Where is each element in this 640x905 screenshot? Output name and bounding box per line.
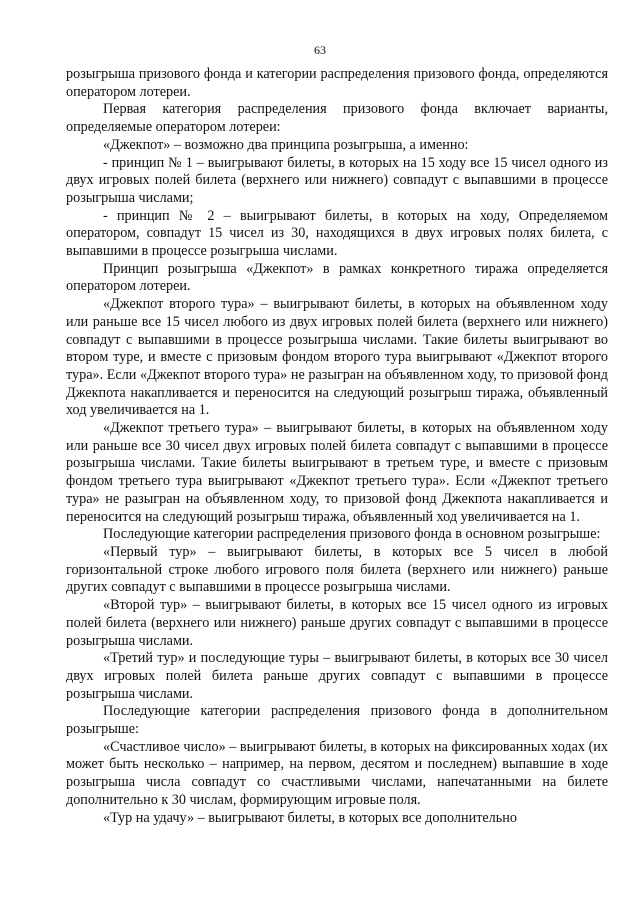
paragraph-second-round: «Второй тур» – выигрывают билеты, в которых все 15 чисел одного из игровых полей билета (верхнего или нижнего) раньше других совпадут с выпавшими в процессе розыгрыша числами. xyxy=(66,597,608,649)
page-number: 63 xyxy=(314,43,326,57)
paragraph-jackpot-principle-choice: Принцип розыгрыша «Джекпот» в рамках конкретного тиража определяется оператором лотереи. xyxy=(66,260,608,295)
paragraph-additional-draw-categories: Последующие категории распределения призового фонда в дополнительном розыгрыше: xyxy=(66,703,608,738)
paragraph-third-round-jackpot: «Джекпот третьего тура» – выигрывают билеты, в которых на объявленном ходу или раньше все 30 чисел двух игровых полей билета совпадут с выпавшими в процессе розыгрыша числами. Такие билеты выигрывают в третьем туре, и вместе с призовым фондом третьего тура выигрывают «Джекпот третьего тура». Если «Джекпот третьего тура» не разыгран на объявленном ходу, то призовой фонд Джекпота накапливается и переносится на следующий розыгрыш тиража, объявленный ход увеличивается на 1. xyxy=(66,420,608,525)
paragraph-principle-2: - принцип № 2 – выигрывают билеты, в которых на ходу, Определяемом оператором, совпадут 15 чисел из 30, находящихся в двух игровых полях билета, с выпавшими в процессе розыгрыша числами. xyxy=(66,207,608,260)
paragraph-third-round: «Третий тур» и последующие туры – выигрывают билеты, в которых все 30 чисел двух игровых полей билета раньше других совпадут с выпавшими в процессе розыгрыша числами. xyxy=(66,650,608,702)
paragraph-first-category: Первая категория распределения призового фонда включает варианты, определяемые оператором лотереи: xyxy=(66,101,608,136)
paragraph-lucky-number: «Счастливое число» – выигрывают билеты, в которых на фиксированных ходах (их может быть несколько – например, на первом, десятом и последнем) выпавшие в ходе розыгрыша числа совпадут со счастливыми числами, напечатанными на билете дополнительно к 30 числам, формирующим игровые поля. xyxy=(66,738,608,808)
paragraph-first-round: «Первый тур» – выигрывают билеты, в которых все 5 чисел в любой горизонтальной строке любого игрового поля билета (верхнего или нижнего) раньше других совпадут с выпавшими в процессе розыгрыша числами. xyxy=(66,543,608,596)
document-body xyxy=(66,66,608,827)
paragraph-principle-1: - принцип № 1 – выигрывают билеты, в которых на 15 ходу все 15 чисел одного из двух игровых полей билета (верхнего или нижнего) совпадут с выпавшими в процессе розыгрыша числами; xyxy=(66,154,608,206)
paragraph-lucky-round: «Тур на удачу» – выигрывают билеты, в которых все дополнительно xyxy=(103,809,517,826)
paragraph-jackpot-principles: «Джекпот» – возможно два принципа розыгрыша, а именно: xyxy=(103,136,469,153)
paragraph-prize-fund-continuation: розыгрыша призового фонда и категории распределения призового фонда, определяются оператором лотереи. xyxy=(66,66,608,100)
paragraph-second-round-jackpot: «Джекпот второго тура» – выигрывают билеты, в которых на объявленном ходу или раньше все 15 чисел любого из двух игровых полей билета (верхнего или нижнего) совпадут с выпавшими в процессе розыгрыша числами. Такие билеты выигрывают во втором туре, и вместе с призовым фондом второго тура выигрывают «Джекпот второго тура». Если «Джекпот второго тура» не разыгран на объявленном ходу, то призовой фонд Джекпота накапливается и переносится на следующий розыгрыш тиража, объявленный ход увеличивается на 1. xyxy=(66,296,608,419)
paragraph-main-draw-categories: Последующие категории распределения призового фонда в основном розыгрыше: xyxy=(103,526,601,543)
